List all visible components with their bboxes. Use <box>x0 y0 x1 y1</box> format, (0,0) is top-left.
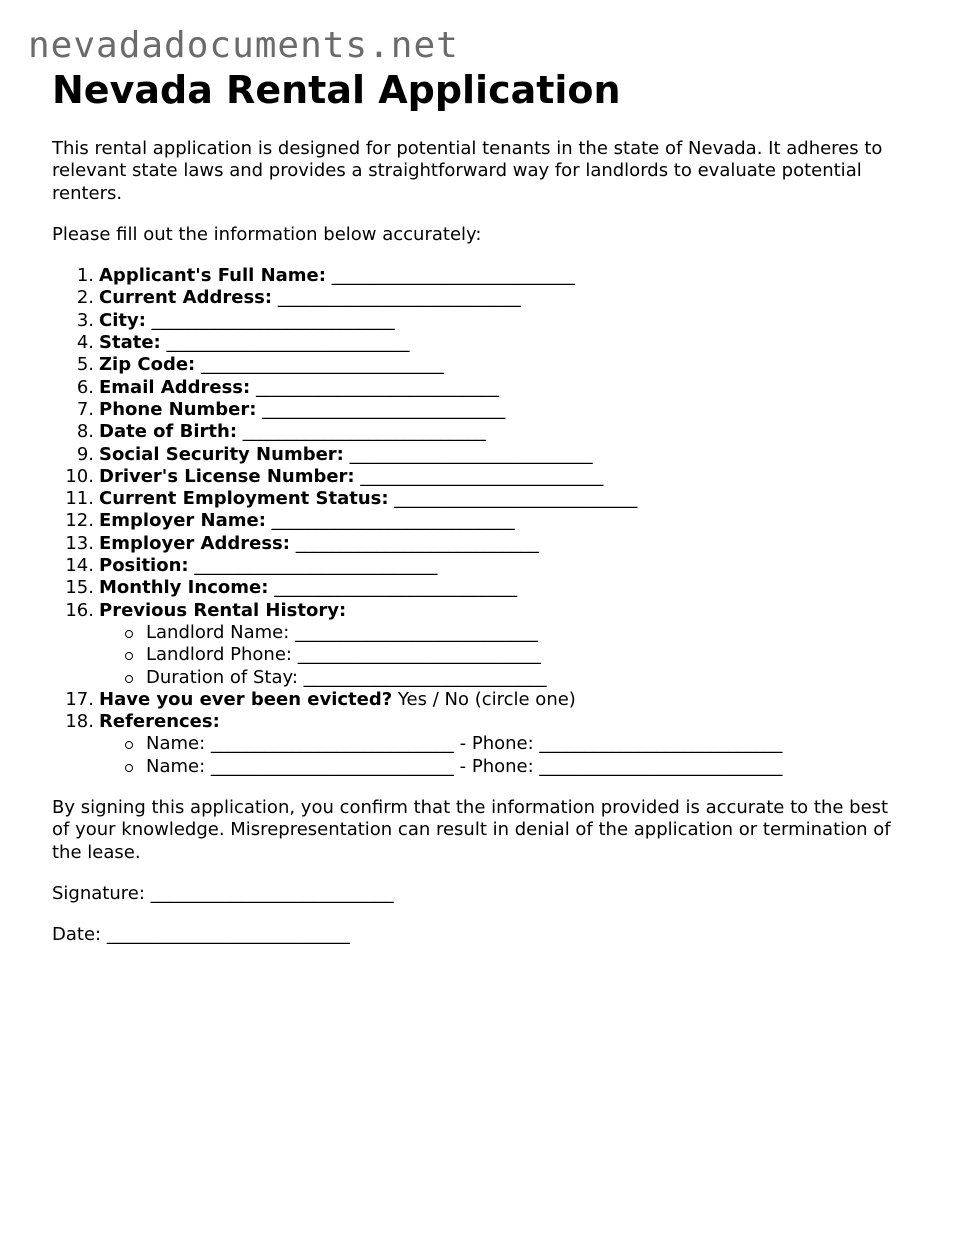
reference-entry <box>99 756 902 778</box>
signature-blank[interactable]: ___________________________ <box>150 882 394 904</box>
field-item <box>52 444 902 466</box>
field-item <box>52 310 902 332</box>
rental-history-sublist <box>99 622 902 689</box>
evicted-item <box>52 689 902 711</box>
field-number: 16. <box>65 599 94 621</box>
field-blank[interactable]: ___________________________ <box>268 577 518 599</box>
field-item <box>52 399 902 421</box>
signature-line <box>52 883 902 905</box>
field-label: Current Address: <box>99 287 273 309</box>
reference-phone-blank[interactable]: ___________________________ <box>533 733 783 755</box>
field-label: Position: <box>99 555 189 577</box>
field-number: 1. <box>76 265 94 287</box>
field-item <box>52 555 902 577</box>
instruction-text: Please fill out the information below accurately: <box>52 223 482 245</box>
field-number: 12. <box>65 510 94 532</box>
field-blank[interactable]: ___________________________ <box>160 332 410 354</box>
date-line <box>52 924 902 946</box>
references-item <box>52 711 902 778</box>
field-item <box>52 287 902 309</box>
reference-phone-label: - Phone: <box>459 755 534 777</box>
references-sublist <box>99 733 902 778</box>
field-blank[interactable]: ___________________________ <box>289 532 539 554</box>
field-blank[interactable]: ___________________________ <box>265 510 515 532</box>
field-number: 2. <box>76 287 94 309</box>
sub-label: Duration of Stay: <box>146 666 298 688</box>
rental-history-item <box>52 600 902 689</box>
intro-paragraph: This rental application is designed for potential tenants in the state of Nevada. It adheres to relevant state laws and provides a straightforward way for landlords to evaluate potential renters. <box>52 138 883 204</box>
field-number: 17. <box>65 688 94 710</box>
reference-phone-label: - Phone: <box>459 733 534 755</box>
field-blank[interactable]: ___________________________ <box>195 354 444 376</box>
reference-name-label: Name: <box>146 755 206 777</box>
field-label: Driver's License Number: <box>99 465 355 487</box>
field-label: Previous Rental History: <box>99 599 347 621</box>
reference-entry <box>99 733 902 755</box>
field-blank[interactable]: ___________________________ <box>325 265 575 287</box>
watermark: nevadadocuments.net <box>28 25 459 66</box>
field-blank[interactable]: ___________________________ <box>343 443 593 465</box>
sub-blank[interactable]: ___________________________ <box>289 621 539 643</box>
field-blank[interactable]: ___________________________ <box>250 376 499 398</box>
field-item <box>52 488 902 510</box>
field-number: 9. <box>76 443 94 465</box>
field-item <box>52 332 902 354</box>
field-blank[interactable]: ___________________________ <box>354 465 604 487</box>
field-blank[interactable]: ___________________________ <box>188 555 438 577</box>
field-blank[interactable]: ___________________________ <box>272 287 521 309</box>
field-label: References: <box>99 711 220 733</box>
field-number: 4. <box>76 332 94 354</box>
date-label: Date: <box>52 924 102 946</box>
field-blank[interactable]: ___________________________ <box>256 398 506 420</box>
field-number: 11. <box>65 488 94 510</box>
signature-label: Signature: <box>52 882 145 904</box>
sub-item <box>99 622 902 644</box>
field-label: Monthly Income: <box>99 577 269 599</box>
field-number: 13. <box>65 532 94 554</box>
document-body <box>52 68 902 947</box>
field-item <box>52 533 902 555</box>
field-number: 8. <box>76 421 94 443</box>
field-number: 3. <box>76 309 94 331</box>
field-number: 6. <box>76 376 94 398</box>
field-number: 18. <box>65 711 94 733</box>
field-item <box>52 354 902 376</box>
field-label: Applicant's Full Name: <box>99 265 326 287</box>
field-label: Employer Name: <box>99 510 266 532</box>
sub-blank[interactable]: ___________________________ <box>291 644 541 666</box>
field-list <box>52 265 902 778</box>
field-item <box>52 377 902 399</box>
field-item <box>52 265 902 287</box>
page-title: Nevada Rental Application <box>52 68 621 112</box>
field-blank[interactable]: ___________________________ <box>237 421 486 443</box>
field-label: State: <box>99 332 161 354</box>
sub-label: Landlord Name: <box>146 621 290 643</box>
date-blank[interactable]: ___________________________ <box>106 924 350 946</box>
sub-label: Landlord Phone: <box>146 644 292 666</box>
reference-phone-blank[interactable]: ___________________________ <box>533 755 783 777</box>
reference-name-blank[interactable]: ___________________________ <box>205 733 460 755</box>
field-label: Date of Birth: <box>99 421 238 443</box>
field-item <box>52 466 902 488</box>
field-blank[interactable]: ___________________________ <box>145 309 395 331</box>
field-label: Social Security Number: <box>99 443 344 465</box>
field-item <box>52 510 902 532</box>
evicted-options[interactable]: Yes / No (circle one) <box>392 688 576 710</box>
field-number: 7. <box>76 398 94 420</box>
field-item <box>52 421 902 443</box>
field-number: 14. <box>65 555 94 577</box>
closing-paragraph: By signing this application, you confirm that the information provided is accurate to the best of your knowledge. Misrepresentation can result in denial of the application or termination of the lease. <box>52 797 891 863</box>
field-number: 15. <box>65 577 94 599</box>
field-label: Zip Code: <box>99 354 196 376</box>
reference-name-blank[interactable]: ___________________________ <box>205 755 460 777</box>
sub-blank[interactable]: ___________________________ <box>297 666 547 688</box>
field-label: Current Employment Status: <box>99 488 389 510</box>
sub-item <box>99 667 902 689</box>
field-label: Email Address: <box>99 376 251 398</box>
field-item <box>52 577 902 599</box>
field-label: Phone Number: <box>99 398 257 420</box>
reference-name-label: Name: <box>146 733 206 755</box>
field-number: 5. <box>76 354 94 376</box>
field-label: Employer Address: <box>99 532 290 554</box>
field-blank[interactable]: ___________________________ <box>388 488 638 510</box>
field-label: City: <box>99 309 146 331</box>
sub-item <box>99 644 902 666</box>
field-label: Have you ever been evicted? <box>99 688 393 710</box>
field-number: 10. <box>65 465 94 487</box>
